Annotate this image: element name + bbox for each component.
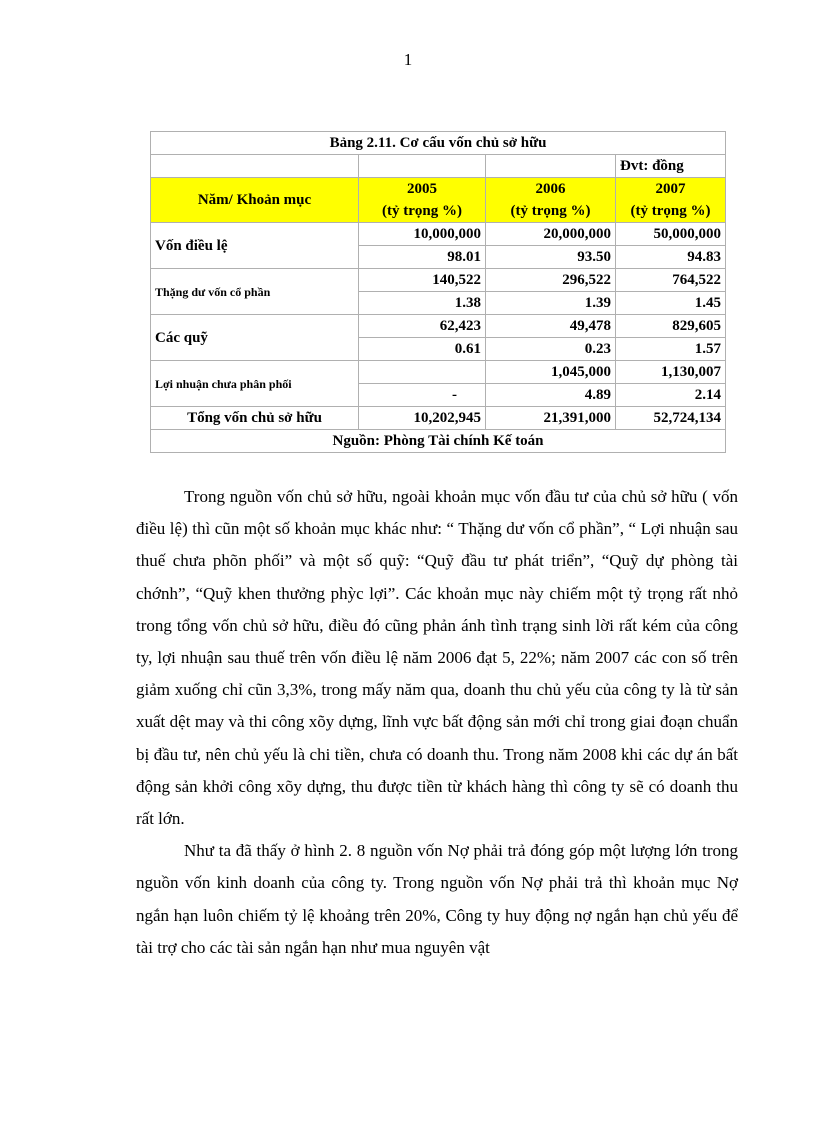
table-row [151, 269, 726, 292]
table-row [151, 315, 726, 338]
header-year-2007: 2007 (tỷ trọng %) [616, 178, 726, 223]
value-cell: 62,423 [359, 315, 486, 338]
share-cell: 1.38 [359, 292, 486, 315]
total-cell: 21,391,000 [486, 407, 616, 430]
share-cell: 2.14 [616, 384, 726, 407]
share-cell: 0.23 [486, 338, 616, 361]
share-cell: 1.57 [616, 338, 726, 361]
table-source: Nguồn: Phòng Tài chính Kế toán [151, 430, 726, 453]
header-year-2005: 2005 (tỷ trọng %) [359, 178, 486, 223]
table-total-row [151, 407, 726, 430]
value-cell: 296,522 [486, 269, 616, 292]
total-cell: 52,724,134 [616, 407, 726, 430]
value-cell: 140,522 [359, 269, 486, 292]
share-cell: - [359, 384, 486, 407]
value-cell [359, 361, 486, 384]
header-year-2006: 2006 (tỷ trọng %) [486, 178, 616, 223]
row-label-retained-earnings: Lợi nhuận chưa phân phối [151, 361, 359, 407]
body-text [136, 481, 738, 964]
value-cell: 10,000,000 [359, 223, 486, 246]
value-cell: 1,045,000 [486, 361, 616, 384]
row-label-share-premium: Thặng dư vốn cổ phần [151, 269, 359, 315]
value-cell: 764,522 [616, 269, 726, 292]
share-cell: 98.01 [359, 246, 486, 269]
paragraph: Như ta đã thấy ở hình 2. 8 nguồn vốn Nợ phải trả đóng góp một lượng lớn trong nguồn vốn kinh doanh của công ty. Trong nguồn vốn Nợ phải trả thì khoản mục Nợ ngắn hạn luôn chiếm tỷ lệ khoảng trên 20%, Công ty huy động nợ ngắn hạn chủ yếu để tài trợ cho các tài sản ngắn hạn như mua nguyên vật [136, 841, 738, 957]
paragraph: Trong nguồn vốn chủ sở hữu, ngoài khoản mục vốn đầu tư của chủ sở hữu ( vốn điều lệ) thì cũn một số khoản mục khác như: “ Thặng dư vốn cổ phần”, “ Lợi nhuận sau thuế chưa phõn phối” và một số quỹ: “Quỹ đầu tư phát triển”, “Quỹ dự phòng tài chớnh”, “Quỹ khen thưởng phỳc lợi”. Các khoản mục này chiếm một tỷ trọng rất nhỏ trong tổng vốn chủ sở hữu, điều đó cũng phản ánh tình trạng sinh lời rất kém của công ty, lợi nhuận sau thuế trên vốn điều lệ năm 2006 đạt 5, 22%; năm 2007 các con số trên giảm xuống chỉ cũn 3,3%, trong mấy năm qua, doanh thu chủ yếu của công ty là từ sản xuất dệt may và thi công xõy dựng, lĩnh vực bất động sản mới chỉ trong giai đoạn chuẩn bị đầu tư, nên chủ yếu là chi tiền, chưa có doanh thu. Trong năm 2008 khi các dự án bất động sản khởi công xõy dựng, thu được tiền từ khách hàng thì công ty sẽ có doanh thu rất lớn. [136, 487, 738, 829]
table-caption: Bảng 2.11. Cơ cấu vốn chủ sở hữu [151, 132, 726, 155]
equity-structure-table [150, 131, 726, 453]
value-cell: 829,605 [616, 315, 726, 338]
value-cell: 50,000,000 [616, 223, 726, 246]
share-cell: 4.89 [486, 384, 616, 407]
header-row-label: Năm/ Khoản mục [151, 178, 359, 223]
table-unit: Đvt: đồng [616, 155, 726, 178]
value-cell: 1,130,007 [616, 361, 726, 384]
page-number: 1 [403, 50, 413, 69]
share-cell: 94.83 [616, 246, 726, 269]
table-row [151, 223, 726, 246]
share-cell: 1.39 [486, 292, 616, 315]
share-cell: 0.61 [359, 338, 486, 361]
share-cell: 1.45 [616, 292, 726, 315]
total-cell: 10,202,945 [359, 407, 486, 430]
value-cell: 49,478 [486, 315, 616, 338]
total-label: Tổng vốn chủ sở hữu [151, 407, 359, 430]
table-row [151, 361, 726, 384]
value-cell: 20,000,000 [486, 223, 616, 246]
share-cell: 93.50 [486, 246, 616, 269]
row-label-funds: Các quỹ [151, 315, 359, 361]
row-label-charter-capital: Vốn điều lệ [151, 223, 359, 269]
